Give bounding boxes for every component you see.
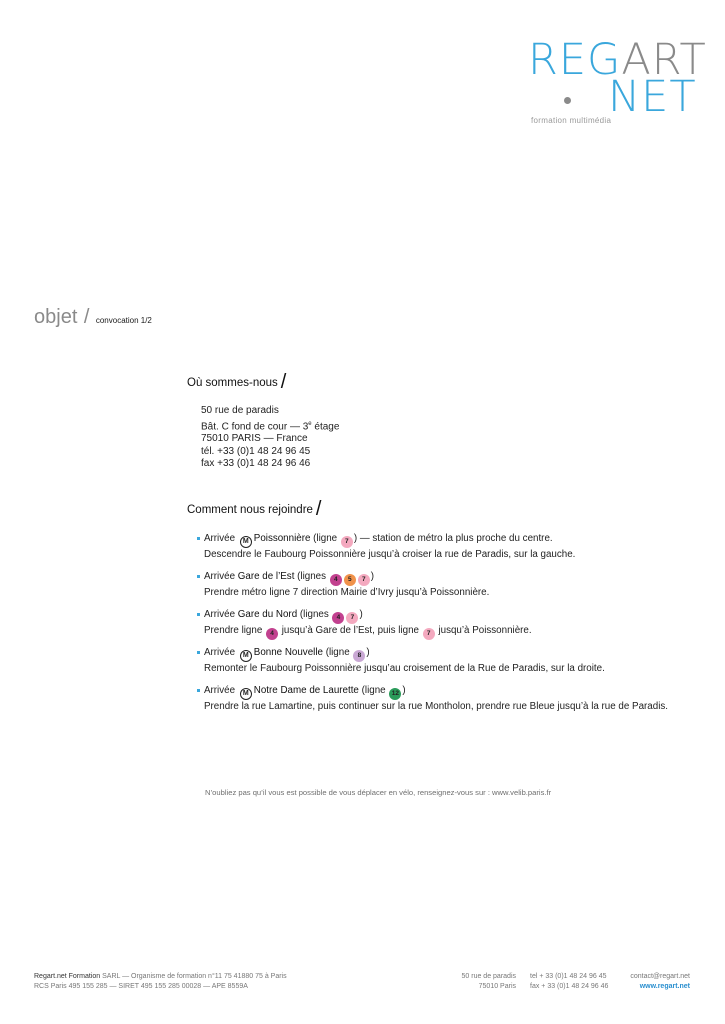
directions-item-gare-est: Arrivée Gare de l’Est (lignes 4 5 7 ) Prendre métro ligne 7 direction Mairie d’Ivry jusqu’à Poissonnière.	[197, 570, 489, 599]
logo-tagline: formation multimédia	[531, 116, 612, 125]
velib-note: N’oubliez pas qu’il vous est possible de vous déplacer en vélo, renseignez-vous sur : www.velib.paris.fr	[205, 788, 552, 797]
metro-line-badge: 4	[330, 574, 342, 586]
station-name: Bonne Nouvelle	[253, 647, 323, 658]
subject-slash: /	[83, 306, 90, 328]
metro-line-badge: 7	[358, 574, 370, 586]
metro-line-badge: 8	[353, 650, 365, 662]
subject-label: objet	[34, 306, 78, 328]
metro-icon: M	[240, 536, 252, 548]
metro-line-badge: 4	[332, 612, 344, 624]
station-name: Gare de l’Est	[237, 571, 295, 582]
metro-icon: M	[240, 650, 252, 662]
directions-item-notre-dame: Arrivée M Notre Dame de Laurette (ligne 12 ) Prendre la rue Lamartine, puis continuer sur la rue Montholon, prendre rue Bleue jusqu’à la rue de Paradis.	[197, 684, 668, 713]
bullet-icon	[197, 613, 200, 616]
bullet-icon	[197, 651, 200, 654]
metro-line-badge: 12	[389, 688, 401, 700]
logo-wordmark-top: REGART	[528, 35, 707, 85]
how-slash: /	[315, 498, 322, 520]
footer-address: 50 rue de paradis 75010 Paris	[461, 973, 516, 990]
address-city: 75010 PARIS — France	[201, 433, 308, 445]
metro-line-badge: 5	[344, 574, 356, 586]
station-name: Poissonnière	[253, 533, 311, 544]
address-fax: fax +33 (0)1 48 24 96 46	[201, 458, 311, 470]
directions-text: Prendre ligne 4 jusqu’à Gare de l’Est, puis ligne 7 jusqu’à Poissonnière.	[197, 624, 532, 640]
metro-icon: M	[240, 688, 252, 700]
footer-email[interactable]: contact@regart.net	[630, 973, 690, 980]
bullet-icon	[197, 537, 200, 540]
logo-wordmark-bottom: NET	[608, 72, 697, 122]
directions-text: Descendre le Faubourg Poissonnière jusqu’à croiser la rue de Paradis, sur la gauche.	[204, 549, 576, 560]
where-heading	[187, 371, 286, 394]
bullet-icon	[197, 575, 200, 578]
metro-line-badge: 4	[266, 628, 278, 640]
directions-item-poissonniere: Arrivée M Poissonnière (ligne 7 ) — station de métro la plus proche du centre. Descendre le Faubourg Poissonnière jusqu’à croiser la rue de Paradis, sur la gauche.	[197, 532, 575, 561]
address-phone: tél. +33 (0)1 48 24 96 45	[201, 445, 311, 457]
regart-logo	[528, 35, 707, 130]
footer-website-link[interactable]: www.regart.net	[639, 983, 690, 990]
station-name: Notre Dame de Laurette	[253, 685, 359, 696]
directions-item-bonne-nouvelle: Arrivée M Bonne Nouvelle (ligne 8 ) Remonter le Faubourg Poissonnière jusqu’au croisement de la Rue de Paradis, sur la droite.	[197, 646, 605, 675]
bullet-icon	[197, 689, 200, 692]
footer-company: Regart.net Formation SARL — Organisme de formation n°11 75 41880 75 à Paris RCS Paris 495 155 285 — SIRET 495 155 285 00028 — APE 8559A	[34, 973, 287, 990]
directions-text: Prendre la rue Lamartine, puis continuer sur la rue Montholon, prendre rue Bleue jusqu’à la rue de Paradis.	[204, 701, 668, 712]
how-title: Comment nous rejoindre	[187, 504, 313, 516]
where-slash: /	[280, 371, 287, 393]
how-heading	[187, 498, 321, 521]
logo-dot-icon	[564, 97, 571, 104]
station-name: Gare du Nord	[237, 609, 298, 620]
directions-text: Remonter le Faubourg Poissonnière jusqu’au croisement de la Rue de Paradis, sur la droite.	[204, 663, 605, 674]
subject-line	[34, 306, 152, 329]
metro-line-badge: 7	[341, 536, 353, 548]
directions-text: Prendre métro ligne 7 direction Mairie d’Ivry jusqu’à Poissonnière.	[204, 587, 490, 598]
metro-line-badge: 7	[423, 628, 435, 640]
address-block	[201, 405, 339, 471]
directions-item-gare-nord: Arrivée Gare du Nord (lignes 4 7 ) Prendre ligne 4 jusqu’à Gare de l’Est, puis ligne 7 jusqu’à Poissonnière.	[197, 608, 532, 640]
footer-contact	[590, 972, 690, 992]
address-building: Bât. C fond de cour — 3e étage	[201, 420, 340, 432]
metro-line-badge: 7	[346, 612, 358, 624]
where-title: Où sommes-nous	[187, 377, 278, 389]
subject-value: convocation 1/2	[95, 316, 152, 325]
footer-phone: tel + 33 (0)1 48 24 96 45 fax + 33 (0)1 48 24 96 46	[530, 973, 609, 990]
address-street: 50 rue de paradis	[201, 405, 279, 416]
